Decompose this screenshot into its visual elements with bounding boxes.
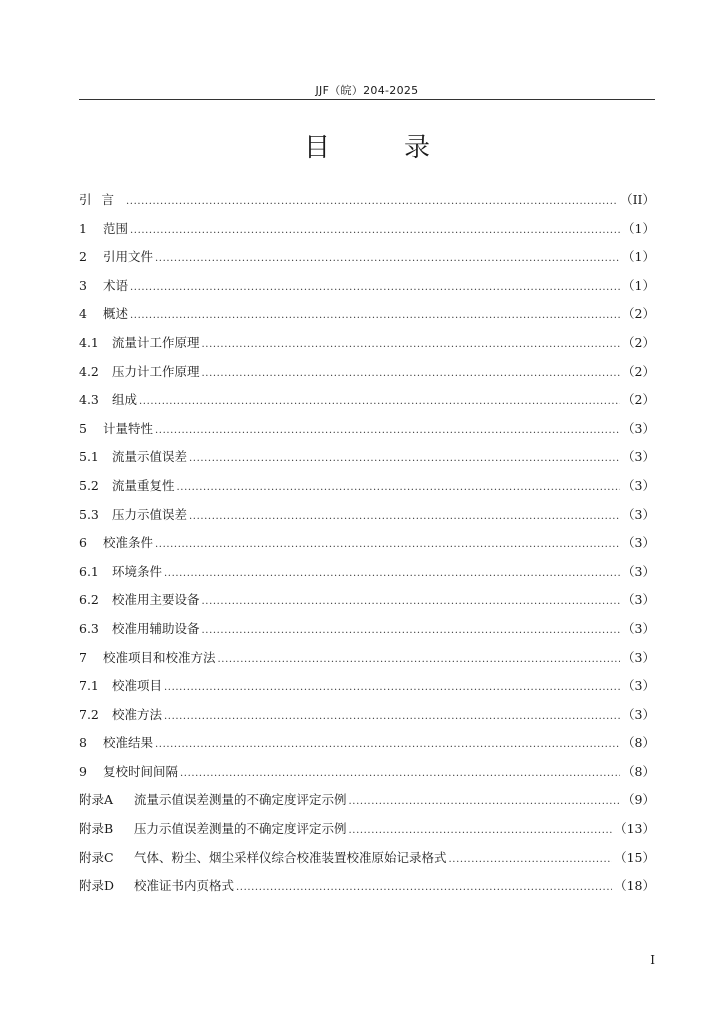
toc-entry-page: （2） bbox=[622, 363, 655, 379]
toc-entry-5-2[interactable] bbox=[79, 472, 655, 501]
toc-entry-label: 引用文件 bbox=[103, 249, 154, 265]
toc-entry-label: 气体、粉尘、烟尘采样仪综合校准装置校准原始记录格式 bbox=[134, 849, 447, 865]
toc-entry-number: 附录C bbox=[79, 849, 114, 865]
toc-leader-dots bbox=[164, 703, 620, 732]
toc-entry-8[interactable] bbox=[79, 729, 655, 758]
toc-entry-page: （3） bbox=[622, 477, 655, 493]
toc-leader-dots bbox=[155, 731, 620, 760]
toc-entry-3[interactable] bbox=[79, 272, 655, 301]
toc-entry-page: （3） bbox=[622, 620, 655, 636]
toc-entry-label: 校准项目 bbox=[112, 678, 163, 694]
toc-entry-number: 9 bbox=[79, 763, 87, 779]
page-number: I bbox=[650, 953, 655, 967]
toc-entry-4-3[interactable] bbox=[79, 386, 655, 415]
toc-leader-dots bbox=[180, 760, 620, 789]
toc-leader-dots bbox=[449, 846, 613, 875]
toc-leader-dots bbox=[349, 817, 613, 846]
toc-entry-appendix-c[interactable] bbox=[79, 844, 655, 873]
toc-entry-page: （II） bbox=[620, 192, 655, 207]
toc-entry-number: 附录A bbox=[79, 792, 114, 808]
toc-entry-6[interactable] bbox=[79, 529, 655, 558]
toc-entry-label: 引言 bbox=[79, 192, 125, 207]
toc-entry-4-1[interactable] bbox=[79, 329, 655, 358]
toc-entry-6-1[interactable] bbox=[79, 558, 655, 587]
toc-entry-number: 4.1 bbox=[79, 334, 99, 350]
toc-entry-label: 环境条件 bbox=[112, 563, 163, 579]
toc-entry-number: 附录D bbox=[79, 878, 115, 894]
toc-entry-page: （3） bbox=[622, 449, 655, 465]
toc-entry-page: （15） bbox=[614, 849, 655, 865]
toc-leader-dots bbox=[126, 188, 618, 217]
toc-entry-label: 计量特性 bbox=[103, 420, 154, 436]
toc-entry-appendix-a[interactable] bbox=[79, 786, 655, 815]
table-of-contents bbox=[79, 186, 655, 901]
toc-leader-dots bbox=[202, 588, 621, 617]
toc-entry-page: （3） bbox=[622, 706, 655, 722]
toc-leader-dots bbox=[130, 217, 620, 246]
toc-entry-page: （3） bbox=[622, 592, 655, 608]
toc-entry-label: 流量重复性 bbox=[112, 477, 175, 493]
toc-entry-5[interactable] bbox=[79, 415, 655, 444]
toc-entry-7[interactable] bbox=[79, 644, 655, 673]
toc-entry-page: （2） bbox=[622, 306, 655, 322]
toc-entry-6-2[interactable] bbox=[79, 586, 655, 615]
toc-entry-label: 校准条件 bbox=[103, 535, 154, 551]
toc-entry-page: （3） bbox=[622, 678, 655, 694]
toc-entry-label: 概述 bbox=[103, 306, 129, 322]
toc-entry-number: 1 bbox=[79, 220, 87, 236]
toc-leader-dots bbox=[177, 474, 621, 503]
toc-entry-page: （1） bbox=[622, 249, 655, 265]
toc-entry-number: 7 bbox=[79, 649, 87, 665]
toc-entry-number: 6.3 bbox=[79, 620, 99, 636]
toc-entry-label: 流量计工作原理 bbox=[112, 334, 200, 350]
toc-entry-page: （3） bbox=[622, 563, 655, 579]
toc-entry-number: 5.1 bbox=[79, 449, 99, 465]
toc-entry-number: 6.2 bbox=[79, 592, 99, 608]
toc-entry-page: （8） bbox=[622, 763, 655, 779]
document-header: JJF（皖）204-2025 bbox=[315, 84, 419, 97]
toc-entry-4-2[interactable] bbox=[79, 358, 655, 387]
toc-entry-number: 6 bbox=[79, 535, 87, 551]
toc-entry-page: （3） bbox=[622, 420, 655, 436]
toc-entry-page: （8） bbox=[622, 735, 655, 751]
toc-entry-number: 7.1 bbox=[79, 678, 99, 694]
toc-entry-5-3[interactable] bbox=[79, 501, 655, 530]
toc-leader-dots bbox=[139, 388, 620, 417]
toc-entry-number: 4.2 bbox=[79, 363, 99, 379]
toc-entry-page: （3） bbox=[622, 649, 655, 665]
toc-entry-page: （1） bbox=[622, 220, 655, 236]
toc-leader-dots bbox=[164, 560, 620, 589]
toc-leader-dots bbox=[189, 503, 620, 532]
toc-entry-number: 2 bbox=[79, 249, 87, 265]
toc-entry-label: 校准证书内页格式 bbox=[134, 878, 235, 894]
toc-entry-label: 流量示值误差 bbox=[112, 449, 188, 465]
toc-entry-9[interactable] bbox=[79, 758, 655, 787]
toc-entry-label: 复校时间间隔 bbox=[103, 763, 179, 779]
toc-entry-label: 校准用辅助设备 bbox=[112, 620, 200, 636]
toc-entry-page: （13） bbox=[614, 821, 655, 837]
toc-entry-7-1[interactable] bbox=[79, 672, 655, 701]
toc-entry-label: 术语 bbox=[103, 277, 129, 293]
toc-leader-dots bbox=[155, 417, 620, 446]
toc-entry-label: 压力计工作原理 bbox=[112, 363, 200, 379]
toc-entry-1[interactable] bbox=[79, 215, 655, 244]
toc-leader-dots bbox=[155, 245, 620, 274]
toc-entry-page: （2） bbox=[622, 392, 655, 408]
toc-entry-page: （2） bbox=[622, 334, 655, 350]
toc-entry-page: （18） bbox=[614, 878, 655, 894]
toc-leader-dots bbox=[349, 788, 621, 817]
toc-entry-number: 附录B bbox=[79, 821, 114, 837]
toc-entry-appendix-d[interactable] bbox=[79, 872, 655, 901]
page-title: 目 录 bbox=[303, 133, 454, 163]
toc-entry-foreword[interactable] bbox=[79, 186, 655, 215]
toc-leader-dots bbox=[164, 674, 620, 703]
toc-entry-page: （3） bbox=[622, 506, 655, 522]
toc-entry-number: 5.2 bbox=[79, 477, 99, 493]
toc-entry-page: （1） bbox=[622, 277, 655, 293]
toc-leader-dots bbox=[189, 445, 620, 474]
toc-entry-page: （9） bbox=[622, 792, 655, 808]
toc-leader-dots bbox=[202, 331, 621, 360]
toc-entry-4[interactable] bbox=[79, 300, 655, 329]
toc-entry-number: 4 bbox=[79, 306, 87, 322]
toc-entry-number: 8 bbox=[79, 735, 87, 751]
toc-entry-number: 5.3 bbox=[79, 506, 99, 522]
toc-leader-dots bbox=[130, 274, 620, 303]
toc-entry-label: 压力示值误差 bbox=[112, 506, 188, 522]
toc-leader-dots bbox=[155, 531, 620, 560]
toc-entry-label: 校准结果 bbox=[103, 735, 154, 751]
toc-entry-number: 3 bbox=[79, 277, 87, 293]
toc-entry-label: 校准项目和校准方法 bbox=[103, 649, 216, 665]
toc-leader-dots bbox=[218, 646, 621, 675]
toc-entry-label: 校准方法 bbox=[112, 706, 163, 722]
toc-leader-dots bbox=[130, 302, 620, 331]
toc-entry-label: 组成 bbox=[112, 392, 138, 408]
toc-leader-dots bbox=[202, 360, 621, 389]
toc-entry-number: 5 bbox=[79, 420, 87, 436]
toc-entry-5-1[interactable] bbox=[79, 443, 655, 472]
toc-entry-appendix-b[interactable] bbox=[79, 815, 655, 844]
toc-entry-label: 流量示值误差测量的不确定度评定示例 bbox=[134, 792, 347, 808]
toc-entry-6-3[interactable] bbox=[79, 615, 655, 644]
toc-entry-page: （3） bbox=[622, 535, 655, 551]
toc-entry-2[interactable] bbox=[79, 243, 655, 272]
toc-entry-number: 6.1 bbox=[79, 563, 99, 579]
header-rule bbox=[79, 99, 655, 100]
toc-entry-number: 4.3 bbox=[79, 392, 99, 408]
toc-entry-label: 范围 bbox=[103, 220, 129, 236]
toc-entry-label: 校准用主要设备 bbox=[112, 592, 200, 608]
toc-leader-dots bbox=[236, 874, 612, 903]
toc-entry-label: 压力示值误差测量的不确定度评定示例 bbox=[134, 821, 347, 837]
toc-entry-number: 7.2 bbox=[79, 706, 99, 722]
toc-entry-7-2[interactable] bbox=[79, 701, 655, 730]
toc-leader-dots bbox=[202, 617, 621, 646]
